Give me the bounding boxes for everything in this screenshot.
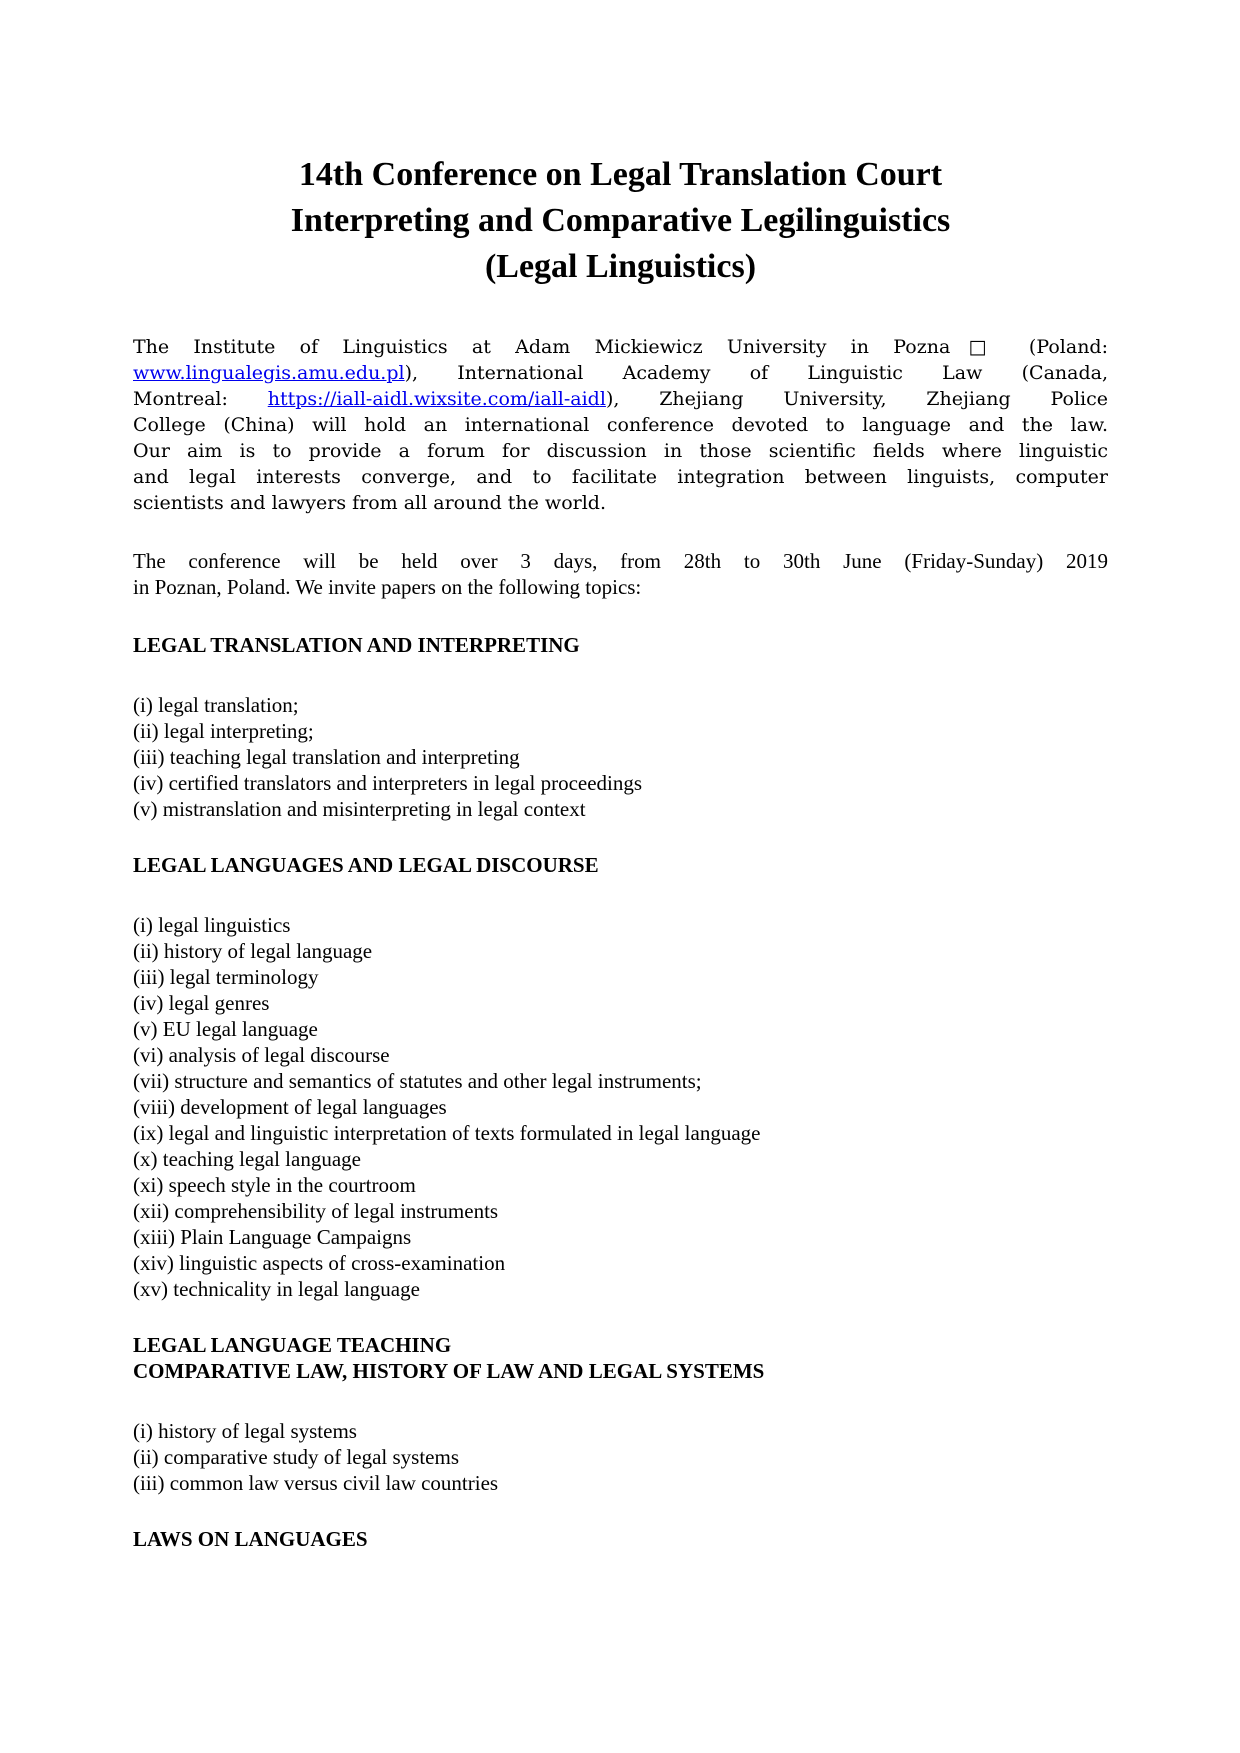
- topic-item: (iii) legal terminology: [133, 965, 319, 989]
- title-line: (Legal Linguistics): [484, 248, 757, 285]
- text-segment: The conference will be held over 3 days, from 28th to 30th June (Friday-Sunday) 2019: [133, 549, 1108, 573]
- paragraph-line: [133, 574, 1108, 600]
- section-heading: [133, 1332, 1108, 1384]
- page-title: [133, 152, 1108, 290]
- section-heading-line: LAWS ON LANGUAGES: [133, 1527, 368, 1551]
- title-line: Interpreting and Comparative Legilinguistics: [290, 202, 951, 239]
- paragraph-line: [133, 548, 1108, 574]
- intro-paragraph: [133, 334, 1108, 516]
- section-heading-line: COMPARATIVE LAW, HISTORY OF LAW AND LEGAL SYSTEMS: [133, 1359, 765, 1383]
- topic-item: (xiv) linguistic aspects of cross-examination: [133, 1251, 506, 1275]
- section-heading-line: LEGAL LANGUAGES AND LEGAL DISCOURSE: [133, 853, 599, 877]
- topic-item: (ii) comparative study of legal systems: [133, 1445, 460, 1469]
- section-heading-line: LEGAL LANGUAGE TEACHING: [133, 1333, 452, 1357]
- text-segment: in Poznan, Poland. We invite papers on the following topics:: [133, 575, 642, 599]
- topic-item: (viii) development of legal languages: [133, 1095, 447, 1119]
- paragraph-line: [133, 360, 1108, 386]
- link-lingualegis[interactable]: www.lingualegis.amu.edu.pl: [133, 362, 405, 384]
- topic-list: [133, 912, 1108, 1302]
- text-segment: Our aim is to provide a forum for discussion in those scientific fields where linguistic: [133, 440, 1108, 462]
- link-iall-aidl[interactable]: https://iall-aidl.wixsite.com/iall-aidl: [267, 388, 606, 410]
- topic-item: (xv) technicality in legal language: [133, 1277, 420, 1301]
- section-heading: [133, 1526, 1108, 1552]
- topic-item: (v) mistranslation and misinterpreting in legal context: [133, 797, 586, 821]
- topic-item: (vi) analysis of legal discourse: [133, 1043, 390, 1067]
- topic-item: (iv) legal genres: [133, 991, 270, 1015]
- topic-item: (ii) history of legal language: [133, 939, 373, 963]
- text-segment: ), Zhejiang University, Zhejiang Police: [605, 388, 1108, 410]
- text-segment: College (China) will hold an international conference devoted to language and the law.: [133, 414, 1108, 436]
- topic-item: (i) history of legal systems: [133, 1419, 357, 1443]
- paragraph-line: [133, 334, 1108, 360]
- topic-item: (i) legal linguistics: [133, 913, 291, 937]
- topic-item: (xi) speech style in the courtroom: [133, 1173, 416, 1197]
- topic-list: [133, 1418, 1108, 1496]
- text-segment: The Institute of Linguistics at Adam Mickiewicz University in Pozna□ (Poland:: [133, 336, 1108, 358]
- paragraph-line: [133, 438, 1108, 464]
- topic-item: (vii) structure and semantics of statutes and other legal instruments;: [133, 1069, 702, 1093]
- text-segment: ), International Academy of Linguistic Law (Canada,: [404, 362, 1108, 384]
- paragraph-line: [133, 490, 1108, 516]
- dates-paragraph: [133, 548, 1108, 600]
- section-heading-line: LEGAL TRANSLATION AND INTERPRETING: [133, 633, 580, 657]
- paragraph-line: [133, 464, 1108, 490]
- title-line: 14th Conference on Legal Translation Court: [298, 156, 943, 193]
- topic-item: (i) legal translation;: [133, 693, 299, 717]
- section-heading: [133, 632, 1108, 658]
- paragraph-line: [133, 412, 1108, 438]
- section-heading: [133, 852, 1108, 878]
- paragraph-line: [133, 386, 1108, 412]
- text-segment: scientists and lawyers from all around the world.: [133, 492, 606, 514]
- topic-item: (xiii) Plain Language Campaigns: [133, 1225, 412, 1249]
- text-segment: and legal interests converge, and to facilitate integration between linguists, computer: [133, 466, 1108, 488]
- topic-item: (iv) certified translators and interpreters in legal proceedings: [133, 771, 643, 795]
- text-segment: Montreal:: [133, 388, 268, 410]
- topic-item: (v) EU legal language: [133, 1017, 318, 1041]
- topic-item: (ii) legal interpreting;: [133, 719, 314, 743]
- document-body: [133, 334, 1108, 1552]
- topic-item: (x) teaching legal language: [133, 1147, 361, 1171]
- topic-list: [133, 692, 1108, 822]
- topic-item: (iii) teaching legal translation and interpreting: [133, 745, 520, 769]
- topic-item: (ix) legal and linguistic interpretation of texts formulated in legal language: [133, 1121, 761, 1145]
- topic-item: (xii) comprehensibility of legal instruments: [133, 1199, 499, 1223]
- topic-item: (iii) common law versus civil law countries: [133, 1471, 499, 1495]
